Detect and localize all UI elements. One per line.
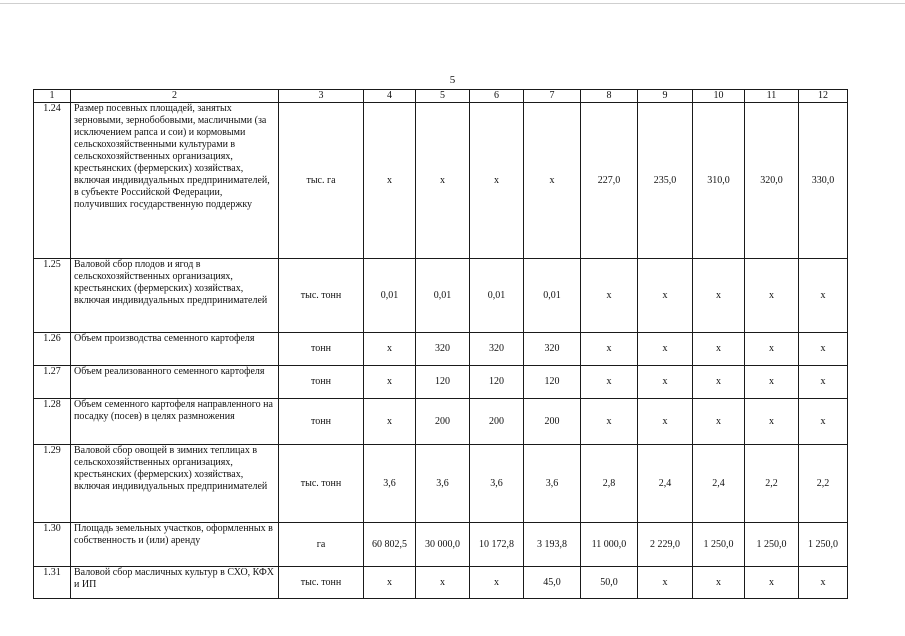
value-cell: х xyxy=(799,333,848,366)
value-cell: х xyxy=(799,366,848,399)
value-cell: 0,01 xyxy=(524,259,581,333)
value-cell: х xyxy=(416,103,470,259)
value-cell: 0,01 xyxy=(416,259,470,333)
column-header: 8 xyxy=(581,90,638,103)
value-cell: х xyxy=(693,333,745,366)
value-cell: х xyxy=(638,333,693,366)
table-row xyxy=(34,567,848,599)
value-cell: 320 xyxy=(524,333,581,366)
value-cell: х xyxy=(693,259,745,333)
table-row xyxy=(34,333,848,366)
indicator-name: Валовой сбор овощей в зимних теплицах в сельскохозяйственных организациях, крестьянских (фермерских) хозяйствах, включая индивидуальных предпринимателей xyxy=(71,445,279,523)
table-row xyxy=(34,259,848,333)
unit-cell: тыс. тонн xyxy=(279,567,364,599)
value-cell: х xyxy=(581,333,638,366)
value-cell: х xyxy=(745,333,799,366)
indicators-table xyxy=(33,89,848,599)
unit-cell: га xyxy=(279,523,364,567)
value-cell: 227,0 xyxy=(581,103,638,259)
value-cell: х xyxy=(638,567,693,599)
value-cell: 3,6 xyxy=(524,445,581,523)
table-row xyxy=(34,523,848,567)
value-cell: 235,0 xyxy=(638,103,693,259)
value-cell: 1 250,0 xyxy=(799,523,848,567)
value-cell: х xyxy=(470,567,524,599)
value-cell: х xyxy=(693,399,745,445)
value-cell: х xyxy=(745,399,799,445)
value-cell: 60 802,5 xyxy=(364,523,416,567)
page-top-edge xyxy=(0,3,905,4)
unit-cell: тыс. тонн xyxy=(279,445,364,523)
table-row xyxy=(34,366,848,399)
value-cell: 330,0 xyxy=(799,103,848,259)
row-number: 1.26 xyxy=(34,333,71,366)
value-cell: 1 250,0 xyxy=(693,523,745,567)
value-cell: 0,01 xyxy=(470,259,524,333)
value-cell: х xyxy=(416,567,470,599)
value-cell: 120 xyxy=(524,366,581,399)
indicator-name: Площадь земельных участков, оформленных в собственность и (или) аренду xyxy=(71,523,279,567)
value-cell: 320 xyxy=(470,333,524,366)
unit-cell: тонн xyxy=(279,366,364,399)
value-cell: 200 xyxy=(470,399,524,445)
unit-cell: тонн xyxy=(279,399,364,445)
column-header: 7 xyxy=(524,90,581,103)
value-cell: х xyxy=(364,333,416,366)
column-header: 1 xyxy=(34,90,71,103)
value-cell: 320 xyxy=(416,333,470,366)
row-number: 1.24 xyxy=(34,103,71,259)
value-cell: 2 229,0 xyxy=(638,523,693,567)
value-cell: х xyxy=(638,399,693,445)
value-cell: 120 xyxy=(470,366,524,399)
row-number: 1.27 xyxy=(34,366,71,399)
value-cell: 30 000,0 xyxy=(416,523,470,567)
column-header: 5 xyxy=(416,90,470,103)
value-cell: 310,0 xyxy=(693,103,745,259)
value-cell: х xyxy=(364,567,416,599)
value-cell: 2,4 xyxy=(693,445,745,523)
value-cell: х xyxy=(364,366,416,399)
value-cell: 1 250,0 xyxy=(745,523,799,567)
value-cell: х xyxy=(745,567,799,599)
value-cell: х xyxy=(364,103,416,259)
row-number: 1.31 xyxy=(34,567,71,599)
value-cell: х xyxy=(524,103,581,259)
row-number: 1.28 xyxy=(34,399,71,445)
value-cell: х xyxy=(693,366,745,399)
value-cell: х xyxy=(799,567,848,599)
column-header: 2 xyxy=(71,90,279,103)
value-cell: 10 172,8 xyxy=(470,523,524,567)
value-cell: х xyxy=(745,259,799,333)
indicator-name: Объем производства семенного картофеля xyxy=(71,333,279,366)
value-cell: 200 xyxy=(524,399,581,445)
table-row xyxy=(34,399,848,445)
value-cell: х xyxy=(581,259,638,333)
value-cell: х xyxy=(581,366,638,399)
row-number: 1.30 xyxy=(34,523,71,567)
value-cell: 3 193,8 xyxy=(524,523,581,567)
value-cell: х xyxy=(470,103,524,259)
column-header: 6 xyxy=(470,90,524,103)
value-cell: х xyxy=(799,259,848,333)
column-header: 10 xyxy=(693,90,745,103)
value-cell: 2,2 xyxy=(745,445,799,523)
value-cell: 3,6 xyxy=(416,445,470,523)
value-cell: х xyxy=(638,366,693,399)
unit-cell: тонн xyxy=(279,333,364,366)
column-header: 9 xyxy=(638,90,693,103)
value-cell: х xyxy=(638,259,693,333)
value-cell: 120 xyxy=(416,366,470,399)
column-header: 12 xyxy=(799,90,848,103)
column-header: 11 xyxy=(745,90,799,103)
value-cell: х xyxy=(799,399,848,445)
value-cell: 50,0 xyxy=(581,567,638,599)
table-row xyxy=(34,103,848,259)
page-number: 5 xyxy=(449,74,456,86)
value-cell: 45,0 xyxy=(524,567,581,599)
indicator-name: Объем семенного картофеля направленного на посадку (посев) в целях размножения xyxy=(71,399,279,445)
value-cell: х xyxy=(693,567,745,599)
unit-cell: тыс. га xyxy=(279,103,364,259)
value-cell: 2,2 xyxy=(799,445,848,523)
column-header: 3 xyxy=(279,90,364,103)
unit-cell: тыс. тонн xyxy=(279,259,364,333)
value-cell: 3,6 xyxy=(470,445,524,523)
value-cell: 2,4 xyxy=(638,445,693,523)
value-cell: х xyxy=(581,399,638,445)
indicator-name: Валовой сбор масличных культур в СХО, КФХ и ИП xyxy=(71,567,279,599)
indicator-name: Размер посевных площадей, занятых зерновыми, зернобобовыми, масличными (за исключением рапса и сои) и кормовыми сельскохозяйственными культурами в сельскохозяйственных организациях, крестьянских (фермерских) хозяйствах, включая индивидуальных предпринимателей, в субъекте Российской Федерации, получивших государственную поддержку xyxy=(71,103,279,259)
column-number-row xyxy=(34,90,848,103)
value-cell: 3,6 xyxy=(364,445,416,523)
column-header: 4 xyxy=(364,90,416,103)
value-cell: 320,0 xyxy=(745,103,799,259)
value-cell: 2,8 xyxy=(581,445,638,523)
value-cell: х xyxy=(745,366,799,399)
value-cell: 11 000,0 xyxy=(581,523,638,567)
row-number: 1.29 xyxy=(34,445,71,523)
table-row xyxy=(34,445,848,523)
value-cell: 0,01 xyxy=(364,259,416,333)
value-cell: 200 xyxy=(416,399,470,445)
row-number: 1.25 xyxy=(34,259,71,333)
indicator-name: Объем реализованного семенного картофеля xyxy=(71,366,279,399)
value-cell: х xyxy=(364,399,416,445)
indicator-name: Валовой сбор плодов и ягод в сельскохозяйственных организациях, крестьянских (фермерских) хозяйствах, включая индивидуальных предпринимателей xyxy=(71,259,279,333)
